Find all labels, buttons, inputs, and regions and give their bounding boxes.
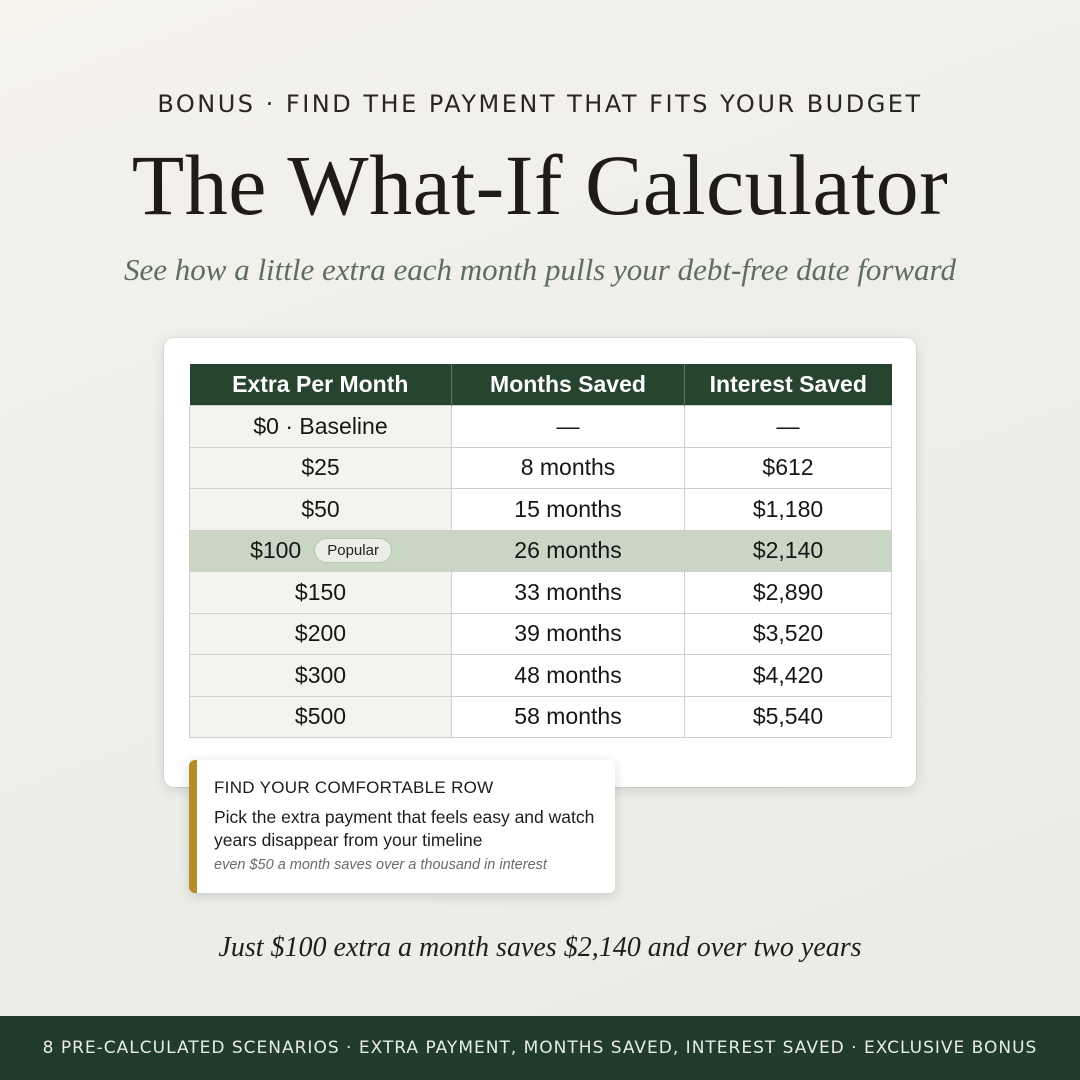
cell-interest: $612 xyxy=(685,447,892,489)
callout-body: Pick the extra payment that feels easy and watch years disappear from your timeline xyxy=(214,807,595,850)
footer-banner xyxy=(0,1016,1080,1080)
column-header-interest: Interest Saved xyxy=(685,364,892,406)
calculator-card xyxy=(164,338,916,787)
table-row xyxy=(190,655,892,697)
cell-extra-value: $100 xyxy=(250,537,302,564)
cell-months: 8 months xyxy=(452,447,685,489)
table-row xyxy=(190,696,892,738)
table-row xyxy=(190,613,892,655)
cell-interest: $1,180 xyxy=(685,489,892,531)
cell-months: 58 months xyxy=(452,696,685,738)
callout-heading: FIND YOUR COMFORTABLE ROW xyxy=(214,778,494,797)
cell-extra: $200 xyxy=(190,613,452,655)
tagline: Just $100 extra a month saves $2,140 and over two years xyxy=(218,932,862,963)
column-header-extra: Extra Per Month xyxy=(190,364,452,406)
cell-months: 26 months xyxy=(452,530,685,572)
callout-accent-bar xyxy=(189,760,197,893)
cell-extra: $300 xyxy=(190,655,452,697)
cell-interest: $4,420 xyxy=(685,655,892,697)
cell-months: 15 months xyxy=(452,489,685,531)
cell-extra xyxy=(190,530,452,572)
cell-interest: $5,540 xyxy=(685,696,892,738)
cell-months: 39 months xyxy=(452,613,685,655)
eyebrow-text: BONUS · FIND THE PAYMENT THAT FITS YOUR BUDGET xyxy=(157,90,923,118)
cell-months: — xyxy=(452,406,685,448)
cell-months: 48 months xyxy=(452,655,685,697)
cell-extra: $0 · Baseline xyxy=(190,406,452,448)
cell-interest: — xyxy=(685,406,892,448)
popular-badge: Popular xyxy=(315,539,391,562)
cell-extra: $150 xyxy=(190,572,452,614)
column-header-months: Months Saved xyxy=(452,364,685,406)
cell-extra: $500 xyxy=(190,696,452,738)
cell-interest: $2,140 xyxy=(685,530,892,572)
tip-callout xyxy=(189,760,615,893)
table-row xyxy=(190,572,892,614)
callout-footnote: even $50 a month saves over a thousand in interest xyxy=(214,857,547,873)
table-header-row xyxy=(190,364,892,406)
cell-interest: $3,520 xyxy=(685,613,892,655)
table-row xyxy=(190,406,892,448)
table-row xyxy=(190,489,892,531)
cell-extra: $50 xyxy=(190,489,452,531)
cell-interest: $2,890 xyxy=(685,572,892,614)
page-title: The What-If Calculator xyxy=(131,137,949,233)
footer-text: 8 PRE-CALCULATED SCENARIOS · EXTRA PAYMENT, MONTHS SAVED, INTEREST SAVED · EXCLUSIVE BONUS xyxy=(42,1038,1038,1058)
table-row-highlighted xyxy=(190,530,892,572)
what-if-table xyxy=(189,364,892,738)
page-subtitle: See how a little extra each month pulls your debt-free date forward xyxy=(124,252,956,287)
cell-extra: $25 xyxy=(190,447,452,489)
cell-months: 33 months xyxy=(452,572,685,614)
table-row xyxy=(190,447,892,489)
